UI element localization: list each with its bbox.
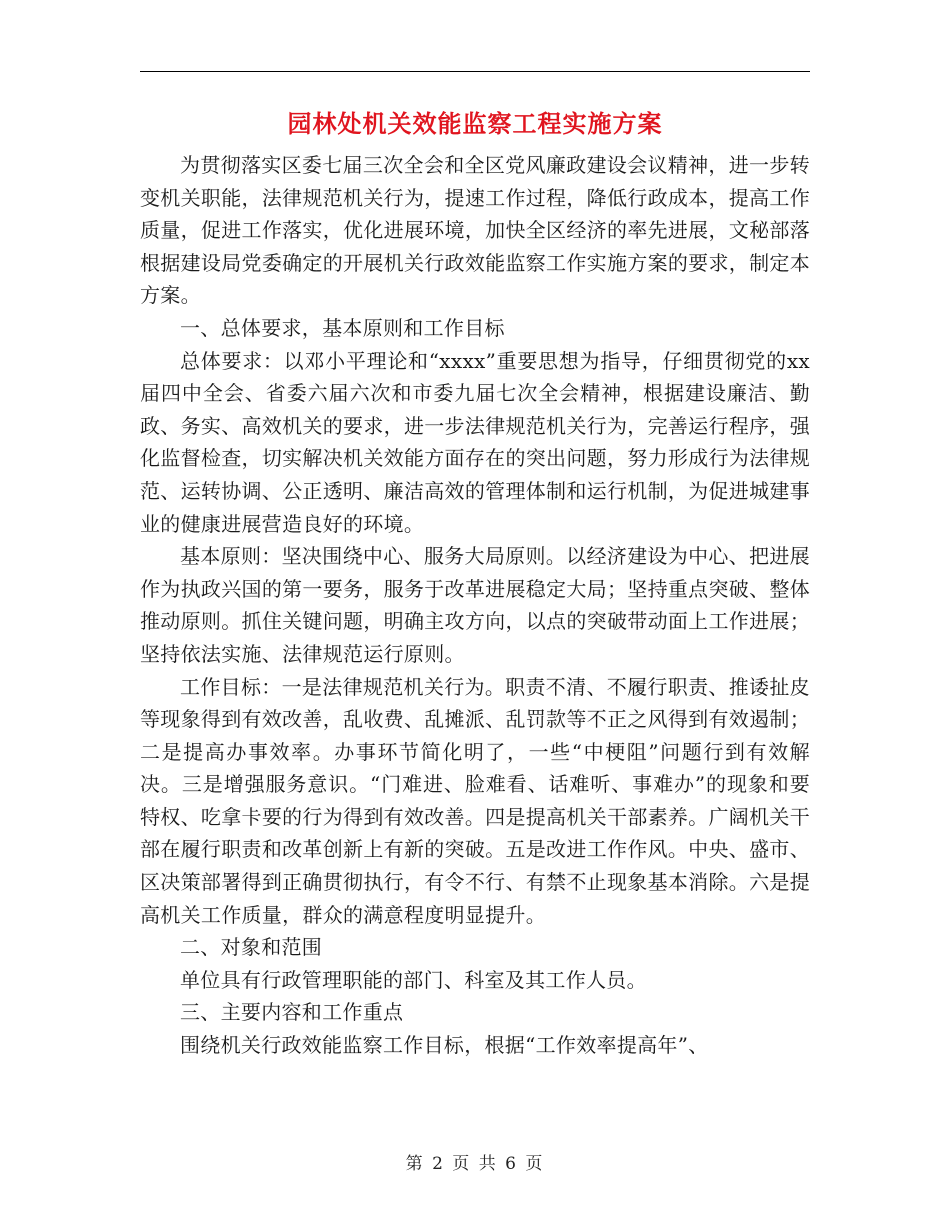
section-heading-2: 二、对象和范围 xyxy=(180,935,323,960)
main-content-paragraph: 围绕机关行政效能监察工作目标，根据“工作效率提高年”、 xyxy=(180,1033,709,1058)
overall-requirements-paragraph: 总体要求：以邓小平理论和“xxxx”重要思想为指导，仔细贯彻党的xx届四中全会、省委六届六次和市委九届七次全会精神，根据建设廉洁、勤政、务实、高效机关的要求，进一步法律规范机关行为，完善运行程序，强化监督检查，切实解决机关效能方面存在的突出问题，努力形成行为法律规范、运转协调、公正透明、廉洁高效的管理体制和运行机制，为促进城建事业的健康进展营造良好的环境。 xyxy=(140,348,810,536)
document-title: 园林处机关效能监察工程实施方案 xyxy=(287,109,663,138)
header-rule xyxy=(140,71,810,72)
section-heading-3: 三、主要内容和工作重点 xyxy=(180,1000,404,1025)
scope-paragraph: 单位具有行政管理职能的部门、科室及其工作人员。 xyxy=(180,967,647,992)
work-goals-paragraph: 工作目标：一是法律规范机关行为。职责不清、不履行职责、推诿扯皮等现象得到有效改善，乱收费、乱摊派、乱罚款等不正之风得到有效遏制；二是提高办事效率。办事环节简化明了，一些“中梗阻”问题行到有效解决。三是增强服务意识。“门难进、脸难看、话难听、事难办”的现象和要特权、吃拿卡要的行为得到有效改善。四是提高机关干部素养。广阔机关干部在履行职责和改革创新上有新的突破。五是改进工作作风。中央、盛市、区决策部署得到正确贯彻执行，有令不行、有禁不止现象基本消除。六是提高机关工作质量，群众的满意程度明显提升。 xyxy=(140,674,810,927)
intro-paragraph: 为贯彻落实区委七届三次全会和全区党风廉政建设会议精神，进一步转变机关职能，法律规范机关行为，提速工作过程，降低行政成本，提高工作质量，促进工作落实，优化进展环境，加快全区经济的率先进展，文秘部落根据建设局党委确定的开展机关行政效能监察工作实施方案的要求，制定本方案。 xyxy=(140,153,810,308)
section-heading-1: 一、总体要求，基本原则和工作目标 xyxy=(180,315,505,340)
document-body xyxy=(140,149,810,1062)
page-number-footer: 第 2 页 共 6 页 xyxy=(405,1154,545,1174)
basic-principles-paragraph: 基本原则：坚决围绕中心、服务大局原则。以经济建设为中心、把进展作为执政兴国的第一要务，服务于改革进展稳定大局；坚持重点突破、整体推动原则。抓住关键问题，明确主攻方向，以点的突破带动面上工作进展；坚持依法实施、法律规范运行原则。 xyxy=(140,544,810,666)
